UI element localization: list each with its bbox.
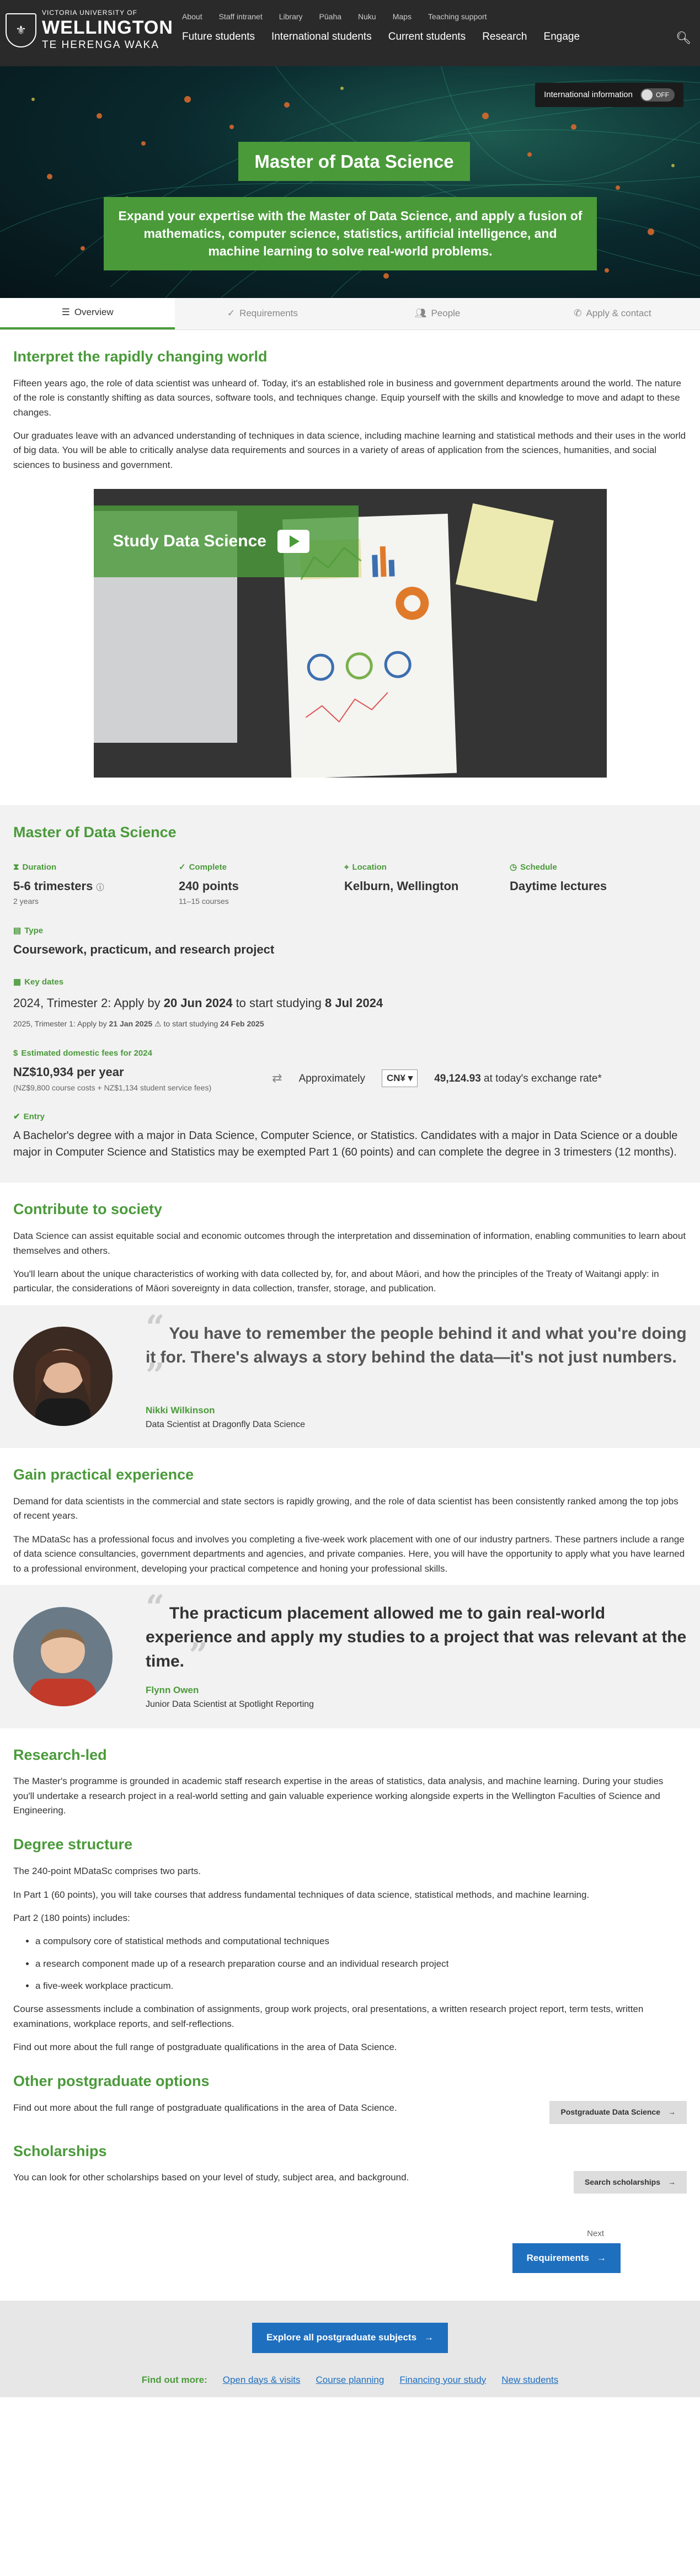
international-info-toggle[interactable] [535, 83, 683, 107]
next-requirements-button[interactable]: Requirements → [512, 2243, 621, 2273]
footer-link[interactable]: Open days & visits [222, 2374, 301, 2385]
quote-text: You have to remember the people behind it and what you're doing it for. There's always a story behind the data—it's not just numbers. [146, 1324, 687, 1367]
paragraph: Find out more about the full range of postgraduate qualifications in the area of Data Science. [13, 2041, 397, 2052]
fee-amount: NZ$10,934 per year [13, 1065, 124, 1079]
phone-icon: ✆ [574, 308, 582, 319]
nav-current-students[interactable]: Current students [388, 31, 466, 42]
part2-list [35, 1934, 687, 1993]
search-icon[interactable]: 🔍︎ [676, 31, 691, 45]
tab-requirements[interactable]: ✓ Requirements [175, 298, 350, 329]
section-heading: Master of Data Science [13, 823, 177, 840]
check-icon: ✔ [13, 1112, 20, 1122]
find-out-more-links [0, 2373, 700, 2392]
fact-duration: ⧗ Duration 5-6 trimesters ⓘ 2 years [13, 861, 179, 908]
page-title: Master of Data Science [238, 142, 470, 181]
key-facts-panel [0, 805, 700, 1183]
warning-icon: ⚠ [154, 1019, 162, 1029]
tab-apply-contact[interactable]: ✆ Apply & contact [525, 298, 700, 329]
paragraph: Data Science can assist equitable social and economic outcomes through the interpretation and dissemination of information, enabling communities to learn about themselves and others. [13, 1231, 686, 1256]
util-link[interactable]: Staff intranet [218, 12, 263, 21]
logo-line-2: WELLINGTON [42, 17, 173, 38]
nav-future-students[interactable]: Future students [182, 31, 255, 42]
fact-location: ⌖ Location Kelburn, Wellington [344, 861, 510, 908]
list-item: • a compulsory core of statistical methods and computational techniques [35, 1934, 687, 1949]
next-label: Next [587, 2228, 604, 2238]
quote-author: Flynn Owen [146, 1685, 199, 1696]
avatar [13, 1327, 113, 1426]
paragraph: Find out more about the full range of postgraduate qualifications in the area of Data Science. [13, 2103, 397, 2114]
paragraph: Course assessments include a combination of assignments, group work projects, oral presentations, a written research project report, term tests, written examinations, workplace reports, and self-reflections. [13, 2004, 644, 2029]
check-circle-icon: ✓ [227, 308, 236, 319]
nav-international-students[interactable]: International students [271, 31, 372, 42]
exchange-icon: ⇄ [272, 1071, 282, 1085]
arrow-right-icon: → [597, 2252, 606, 2263]
util-link[interactable]: Teaching support [428, 12, 487, 21]
clock-icon: ◷ [510, 862, 517, 872]
dollar-icon: $ [13, 1049, 18, 1058]
fees: $ Estimated domestic fees for 2024 NZ$10,934 per year (NZ$9,800 course costs + NZ$1,134 student service fees) ⇄ Approximately CN¥ ▾ 49,124.93 at today's exchange rate* [13, 1047, 687, 1094]
toggle-state: OFF [656, 91, 669, 99]
arrow-right-icon: → [668, 2107, 676, 2117]
check-circle-icon: ✓ [179, 862, 186, 872]
toggle-switch[interactable] [640, 88, 675, 102]
nav-engage[interactable]: Engage [543, 31, 580, 42]
play-icon [277, 530, 309, 553]
paragraph: Demand for data scientists in the commercial and state sectors is rapidly growing, and the role of data scientist has been consistently ranked among the top jobs of recent years. [13, 1496, 678, 1521]
paragraph: Part 2 (180 points) includes: [13, 1912, 130, 1923]
quick-facts [13, 861, 687, 908]
list-icon: ☰ [61, 307, 70, 318]
university-logo[interactable] [6, 8, 173, 53]
video-player[interactable] [94, 489, 607, 778]
entry-requirements: ✔ Entry A Bachelor's degree with a major in Data Science, Computer Science, or Statistics. Candidates with a major in Data Science or a double major in Computer Science and Statistics may be exempted Part 1 (60 points) and can complete the degree in 3 trimesters (12 months). [13, 1110, 687, 1161]
explore-postgraduate-button[interactable]: Explore all postgraduate subjects → [252, 2323, 448, 2353]
crest-icon: ⚜ [6, 13, 36, 47]
book-icon: ▤ [13, 925, 22, 935]
sticky-note-image [456, 503, 554, 602]
footer-link[interactable]: Course planning [316, 2374, 384, 2385]
main-nav [182, 29, 580, 45]
util-link[interactable]: About [182, 12, 202, 21]
currency-select[interactable]: CN¥ ▾ [382, 1069, 418, 1087]
avatar [13, 1607, 113, 1706]
section-heading: Contribute to society [13, 1201, 163, 1218]
section-heading: Gain practical experience [13, 1466, 194, 1483]
section-heading: Other postgraduate options [13, 2073, 210, 2090]
paragraph: Our graduates leave with an advanced understanding of techniques in data science, including machine learning and statistical methods and their uses in the world of big data. You will be able to critically analyse data requirements and sources in a variety of areas of application from the sciences, humanities, and social sciences to business and government. [13, 430, 686, 470]
paragraph: The MDataSc has a professional focus and involves you completing a five-week work placement with one of our industry partners. These partners include a range of data science consultancies, government departments and agencies, and private companies. Here, you will have the opportunity to apply what you have learned to a professional environment, developing your practical competence and honing your professional skills. [13, 1534, 685, 1574]
map-pin-icon: ⌖ [344, 862, 349, 872]
section-tabs [0, 298, 700, 330]
key-dates: ▦ Key dates 2024, Trimester 2: Apply by 20 Jun 2024 to start studying 8 Jul 2024 2025, Trimester 1: Apply by 21 Jan 2025 ⚠ to start studying 24 Feb 2025 [13, 976, 687, 1030]
tab-overview[interactable]: ☰ Overview [0, 298, 175, 329]
hero-subtitle: Expand your expertise with the Master of Data Science, and apply a fusion of mathematics, computer science, statistics, artificial intelligence, and machine learning to solve real-world problems. [104, 197, 597, 270]
quote-text: The practicum placement allowed me to gain real-world experience and apply my studies to a project that was relevant at the time. [146, 1604, 687, 1670]
paragraph: The 240-point MDataSc comprises two parts. [13, 1866, 201, 1877]
site-header [0, 0, 700, 66]
paragraph: In Part 1 (60 points), you will take courses that address fundamental techniques of data science, statistical methods, and machine learning. [13, 1889, 590, 1900]
play-video-button[interactable] [94, 505, 359, 577]
testimonial-flynn: “ The practicum placement allowed me to gain real-world experience and apply my studies to a project that was relevant at the time. ” Flynn Owen Junior Data Scientist at Spotlight Reporting [0, 1585, 700, 1728]
search-scholarships-button[interactable]: Search scholarships → [574, 2171, 687, 2194]
fact-schedule: ◷ Schedule Daytime lectures [510, 861, 675, 908]
paragraph: Fifteen years ago, the role of data scientist was unheard of. Today, it's an established role in business and government departments around the world. The nature of the role is constantly shifting as data sources, software tools, and techniques change. Equip yourself with the skills and knowledge to move and adapt to these changes. [13, 377, 681, 418]
paragraph: You'll learn about the unique characteristics of working with data collected by, for, and about Māori, and how the principles of the Treaty of Waitangi apply: in particular, the considerations of Māori sovereignty in data collection, transfer, storage, and publication. [13, 1268, 659, 1294]
paragraph: You can look for other scholarships based on your level of study, subject area, and background. [13, 2172, 409, 2183]
info-icon[interactable]: ⓘ [96, 883, 104, 892]
section-heading: Research-led [13, 1746, 107, 1763]
quote-author: Nikki Wilkinson [146, 1405, 215, 1416]
util-link[interactable]: Pūaha [319, 12, 342, 21]
hero-banner [0, 66, 700, 298]
calendar-icon: ▦ [13, 977, 22, 987]
nav-research[interactable]: Research [482, 31, 527, 42]
footer-link[interactable]: Financing your study [399, 2374, 487, 2385]
logo-line-3: TE HERENGA WAKA [42, 39, 159, 51]
list-item: • a five-week workplace practicum. [35, 1979, 687, 1993]
logo-line-1: VICTORIA UNIVERSITY OF [42, 9, 137, 17]
quote-role: Data Scientist at Dragonfly Data Science [146, 1419, 306, 1429]
arrow-right-icon: → [668, 2177, 676, 2186]
arrow-right-icon: → [424, 2332, 434, 2343]
hourglass-icon: ⧗ [13, 862, 19, 872]
postgraduate-data-science-button[interactable]: Postgraduate Data Science → [549, 2101, 687, 2124]
intl-label: International information [544, 90, 633, 100]
fact-type: ▤ Type Coursework, practicum, and research project [13, 924, 687, 959]
footer-band [0, 2301, 700, 2397]
fact-complete: ✓ Complete 240 points 11–15 courses [179, 861, 344, 908]
utility-nav [182, 11, 487, 23]
quote-role: Junior Data Scientist at Spotlight Reporting [146, 1699, 314, 1709]
paragraph: The Master's programme is grounded in academic staff research expertise in the areas of statistics, data analysis, and machine learning. During your studies you'll undertake a research project in a real-world setting and gain valuable experience working alongside experts in the Wellington Faculties of Science and Engineering. [13, 1776, 664, 1816]
util-link[interactable]: Library [279, 12, 303, 21]
video-label: Study Data Science [113, 531, 266, 550]
tab-people[interactable]: 👥︎ People [350, 298, 525, 329]
section-heading: Degree structure [13, 1836, 133, 1853]
people-icon: 👥︎ [414, 308, 427, 319]
section-heading: Scholarships [13, 2142, 107, 2159]
testimonial-nikki: “ You have to remember the people behind it and what you're doing it for. There's always a story behind the data—it's not just numbers. ” Nikki Wilkinson Data Scientist at Dragonfly Data Science [0, 1305, 700, 1449]
util-link[interactable]: Nuku [358, 12, 376, 21]
list-item: • a research component made up of a research preparation course and an individual research project [35, 1957, 687, 1971]
findout-label: Find out more: [141, 2374, 207, 2385]
footer-link[interactable]: New students [501, 2374, 559, 2385]
util-link[interactable]: Maps [392, 12, 412, 21]
section-heading: Interpret the rapidly changing world [13, 348, 268, 365]
